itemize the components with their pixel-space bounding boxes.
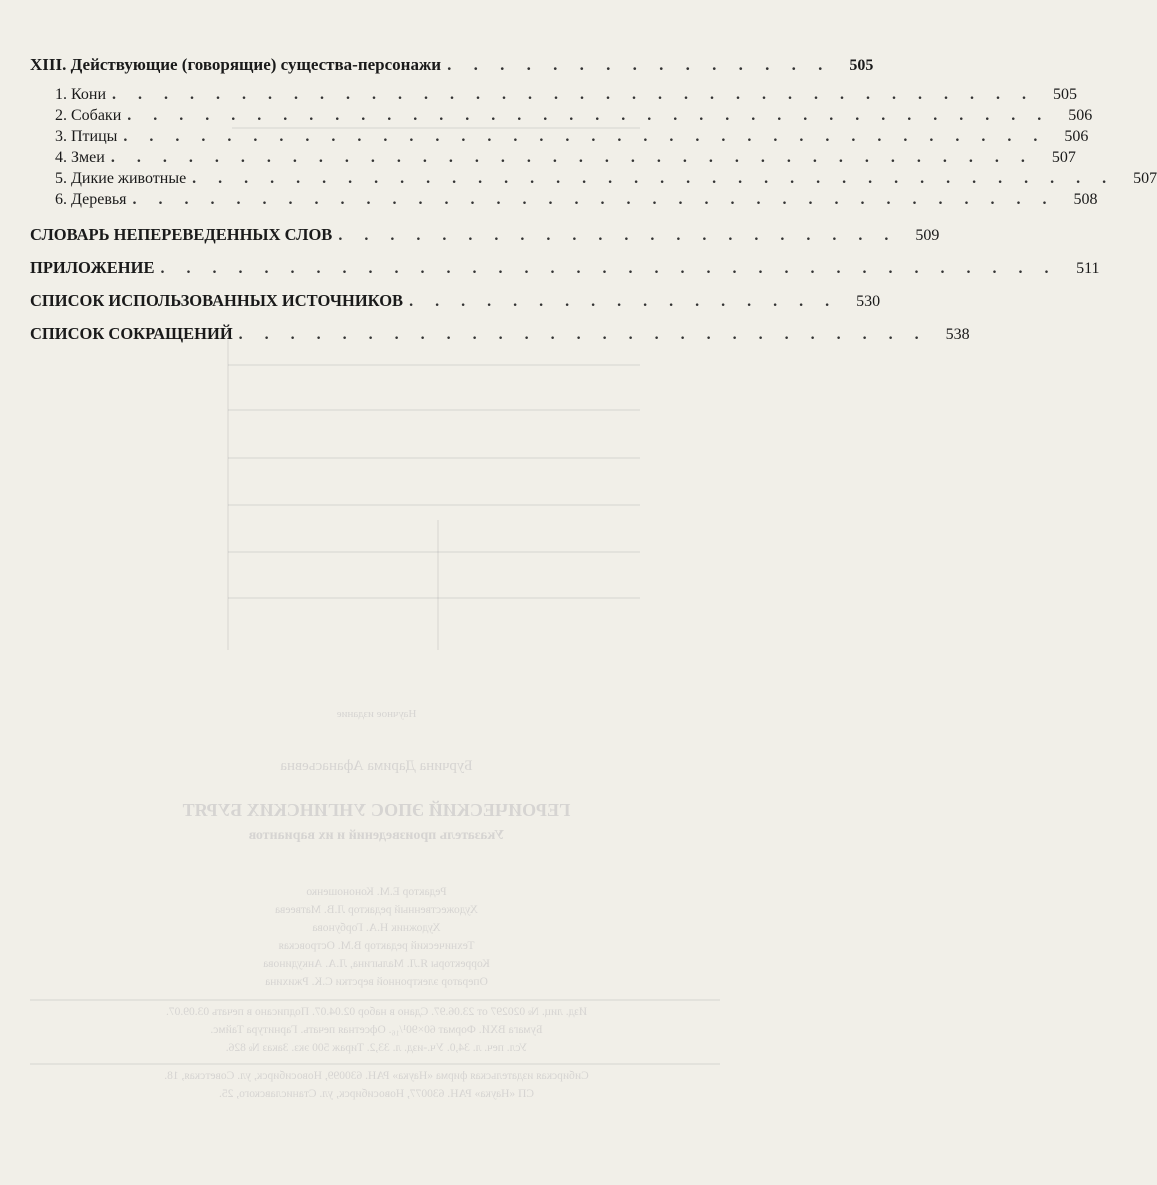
toc-subitem-label: 5. Дикие животные <box>55 170 187 187</box>
leader-dots: . . . . . . . . . . . . . . . . . . . . . . . . . . . . . . . . . . . . <box>123 128 1047 145</box>
toc-chapter <box>30 225 940 245</box>
leader-dots: . . . . . . . . . . . . . . . <box>447 55 832 74</box>
imprint-publisher: Сибирская издательская фирма «Наука» РАН. 630099, Новосибирск, ул. Советская, 18. <box>164 1070 589 1082</box>
toc-chapter-label: СПИСОК СОКРАЩЕНИЙ <box>30 324 233 343</box>
imprint-credit: Художественный редактор Л.В. Матвеева <box>275 904 478 916</box>
leader-dots: . . . . . . . . . . . . . . . . . . . . . . <box>338 227 898 244</box>
toc-page-number: 506 <box>1068 107 1093 124</box>
toc-subitem <box>30 86 1077 104</box>
imprint-edition-type: Научное издание <box>336 708 417 720</box>
imprint-credit: Технический редактор В.М. Островская <box>278 940 475 952</box>
imprint-credit: Корректоры Я.Л. Малыгина, Л.А. Анкудинова <box>263 958 490 970</box>
toc-page-number: 538 <box>945 326 970 343</box>
toc-subitem-label: 4. Змеи <box>55 149 105 166</box>
imprint-publisher: СП «Наука» РАН. 630077, Новосибирск, ул. Станиславского, 25. <box>218 1088 535 1100</box>
toc-page-number: 507 <box>1133 170 1157 187</box>
toc-page-number: 509 <box>915 227 940 244</box>
toc-subitem <box>30 191 1098 209</box>
leader-dots: . . . . . . . . . . . . . . . . . . . . . . . . . . . . . . . . . . . . <box>127 107 1051 124</box>
imprint-subtitle: Указатель произведений и их вариантов <box>248 828 505 843</box>
leader-dots: . . . . . . . . . . . . . . . . . . . . . . . . . . . . . . . . . . . <box>160 260 1058 277</box>
toc-page-number: 505 <box>849 57 874 74</box>
leader-dots: . . . . . . . . . . . . . . . . . . . . . . . . . . . . . . . . . . . . <box>112 86 1035 103</box>
toc-subitem-label: 6. Деревья <box>55 191 127 208</box>
imprint-author: Бурчина Дарима Афанасьевна <box>280 758 473 774</box>
leader-dots: . . . . . . . . . . . . . . . . . . . . . . . . . . . . . . . . . . . . <box>192 170 1116 187</box>
toc-chapter-label: СПИСОК ИСПОЛЬЗОВАННЫХ ИСТОЧНИКОВ <box>30 291 404 310</box>
toc-page-number: 506 <box>1064 128 1089 145</box>
imprint-print-info: Усл. печ. л. 34,0. Уч.-изд. л. 33,2. Тираж 500 экз. Заказ № 826. <box>225 1042 528 1054</box>
toc-chapter <box>30 324 970 344</box>
toc-section-label: XIII. Действующие (говорящие) существа-персонажи <box>30 55 442 74</box>
toc-subitem <box>30 107 1093 125</box>
toc-subitem-label: 3. Птицы <box>55 128 118 145</box>
toc-subitem <box>30 149 1076 167</box>
leader-dots: . . . . . . . . . . . . . . . . . . . . . . . . . . . . . . . . . . . . <box>132 191 1056 208</box>
toc-page-number: 507 <box>1051 149 1076 166</box>
toc-page-number: 508 <box>1073 191 1098 208</box>
toc-page-number: 511 <box>1076 260 1100 277</box>
imprint-print-info: Бумага ВХИ. Формат 60×90¹/₁₆. Офсетная печать. Гарнитура Таймс. <box>210 1024 543 1036</box>
imprint-print-info: Изд. лиц. № 020297 от 23.06.97. Сдано в набор 02.04.07. Подписано в печать 03.09.07. <box>165 1006 588 1018</box>
toc-subitem-label: 1. Кони <box>55 86 106 103</box>
toc-section-xiii <box>30 55 874 75</box>
leader-dots: . . . . . . . . . . . . . . . . . . . . . . . . . . . . . . . . . . . . <box>110 149 1034 166</box>
toc-chapter-label: ПРИЛОЖЕНИЕ <box>30 258 155 277</box>
leader-dots: . . . . . . . . . . . . . . . . . <box>409 293 839 310</box>
toc-chapter-label: СЛОВАРЬ НЕПЕРЕВЕДЕННЫХ СЛОВ <box>30 225 333 244</box>
imprint-credit: Оператор электронной верстки С.К. Ржихина <box>265 976 488 988</box>
toc-subitem-label: 2. Собаки <box>55 107 122 124</box>
toc-subitem <box>30 128 1089 146</box>
toc-page-number: 505 <box>1053 86 1077 103</box>
toc-page-number: 530 <box>856 293 881 310</box>
imprint-credit: Художник Н.А. Горбунова <box>312 922 441 934</box>
toc-chapter <box>30 291 881 311</box>
toc-chapter <box>30 258 1100 278</box>
leader-dots: . . . . . . . . . . . . . . . . . . . . . . . . . . . <box>238 326 928 343</box>
toc-subitem <box>30 170 1157 188</box>
imprint-credit: Редактор Е.М. Кононошенко <box>306 886 447 898</box>
imprint-title: ГЕРОИЧЕСКИЙ ЭПОС УНГИНСКИХ БУРЯТ <box>182 800 571 820</box>
